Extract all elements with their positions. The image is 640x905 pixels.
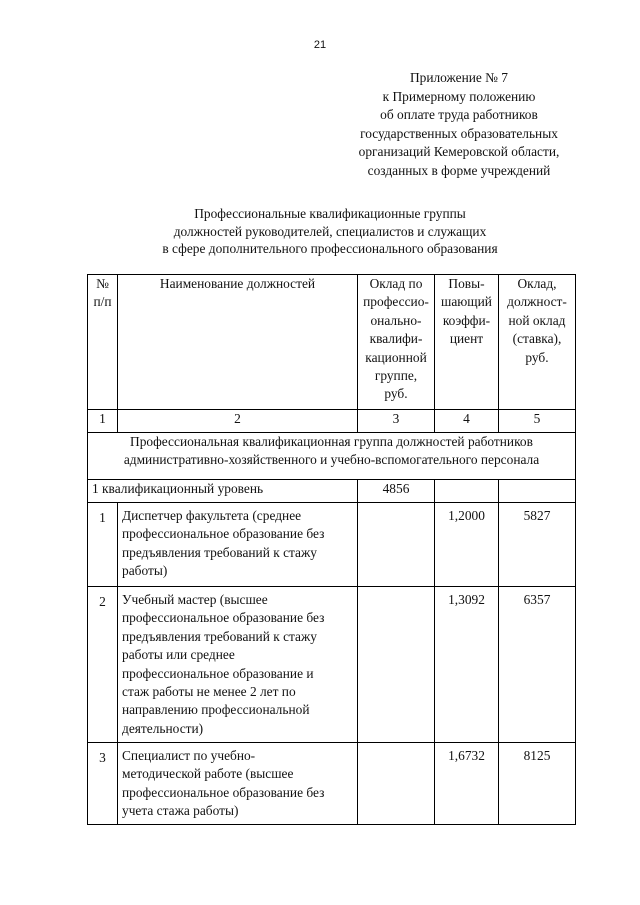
qualification-level-label: 1 квалификационный уровень — [88, 480, 358, 503]
row-salary: 5827 — [499, 503, 576, 587]
row-coefficient: 1,3092 — [435, 587, 499, 743]
empty-cell — [358, 743, 435, 825]
title-line: Профессиональные квалификационные группы — [194, 206, 466, 221]
row-salary: 6357 — [499, 587, 576, 743]
column-number: 2 — [118, 410, 358, 433]
column-number: 4 — [435, 410, 499, 433]
position-name: Диспетчер факультета (среднее профессиональное образование без предъявления требований к стажу работы) — [118, 503, 358, 587]
table-row — [88, 743, 576, 825]
appendix-reference — [330, 69, 588, 181]
header-coefficient: Повы- шающий коэффи- циент — [435, 275, 499, 410]
row-number: 1 — [88, 503, 118, 587]
qualification-level-row — [88, 480, 576, 503]
table-row — [88, 587, 576, 743]
column-number: 5 — [499, 410, 576, 433]
empty-cell — [358, 587, 435, 743]
group-title: Профессиональная квалификационная группа должностей работников административно-хозяйственного и учебно-вспомогательного персонала — [88, 433, 576, 480]
title-line: должностей руководителей, специалистов и служащих — [173, 223, 487, 239]
header-num: № п/п — [88, 275, 118, 410]
appendix-line: к Примерному положению — [382, 88, 536, 104]
appendix-line: Приложение № 7 — [409, 70, 509, 85]
table-row — [88, 503, 576, 587]
row-coefficient: 1,6732 — [435, 743, 499, 825]
row-number: 3 — [88, 743, 118, 825]
position-name: Специалист по учебно- методической работе (высшее профессиональное образование без учета стажа работы) — [118, 743, 358, 825]
column-number: 3 — [358, 410, 435, 433]
page-number: 21 — [313, 39, 327, 51]
appendix-line: об оплате труда работников — [380, 107, 538, 123]
appendix-line: созданных в форме учреждений — [367, 162, 551, 178]
group-title-row — [88, 433, 576, 480]
header-salary: Оклад, должност- ной оклад (ставка), руб. — [499, 275, 576, 410]
row-coefficient: 1,2000 — [435, 503, 499, 587]
column-number: 1 — [88, 410, 118, 433]
position-name: Учебный мастер (высшее профессиональное образование без предъявления требований к стажу работы или среднее профессиональное образование и стаж работы не менее 2 лет по направлению профессиональной деятельности) — [118, 587, 358, 743]
empty-cell — [499, 480, 576, 503]
appendix-line: государственных образовательных — [360, 125, 558, 141]
header-base-salary: Оклад по профессио- онально- квалифи- кационной группе, руб. — [358, 275, 435, 410]
appendix-line: организаций Кемеровской области, — [358, 144, 560, 160]
salary-table — [87, 274, 576, 825]
header-name: Наименование должностей — [118, 275, 358, 410]
title-line: в сфере дополнительного профессионального образования — [162, 241, 498, 257]
empty-cell — [435, 480, 499, 503]
document-title — [100, 205, 560, 258]
column-numbers-row — [88, 410, 576, 433]
empty-cell — [358, 503, 435, 587]
table-header-row — [88, 275, 576, 410]
row-number: 2 — [88, 587, 118, 743]
qualification-level-base-salary: 4856 — [358, 480, 435, 503]
row-salary: 8125 — [499, 743, 576, 825]
